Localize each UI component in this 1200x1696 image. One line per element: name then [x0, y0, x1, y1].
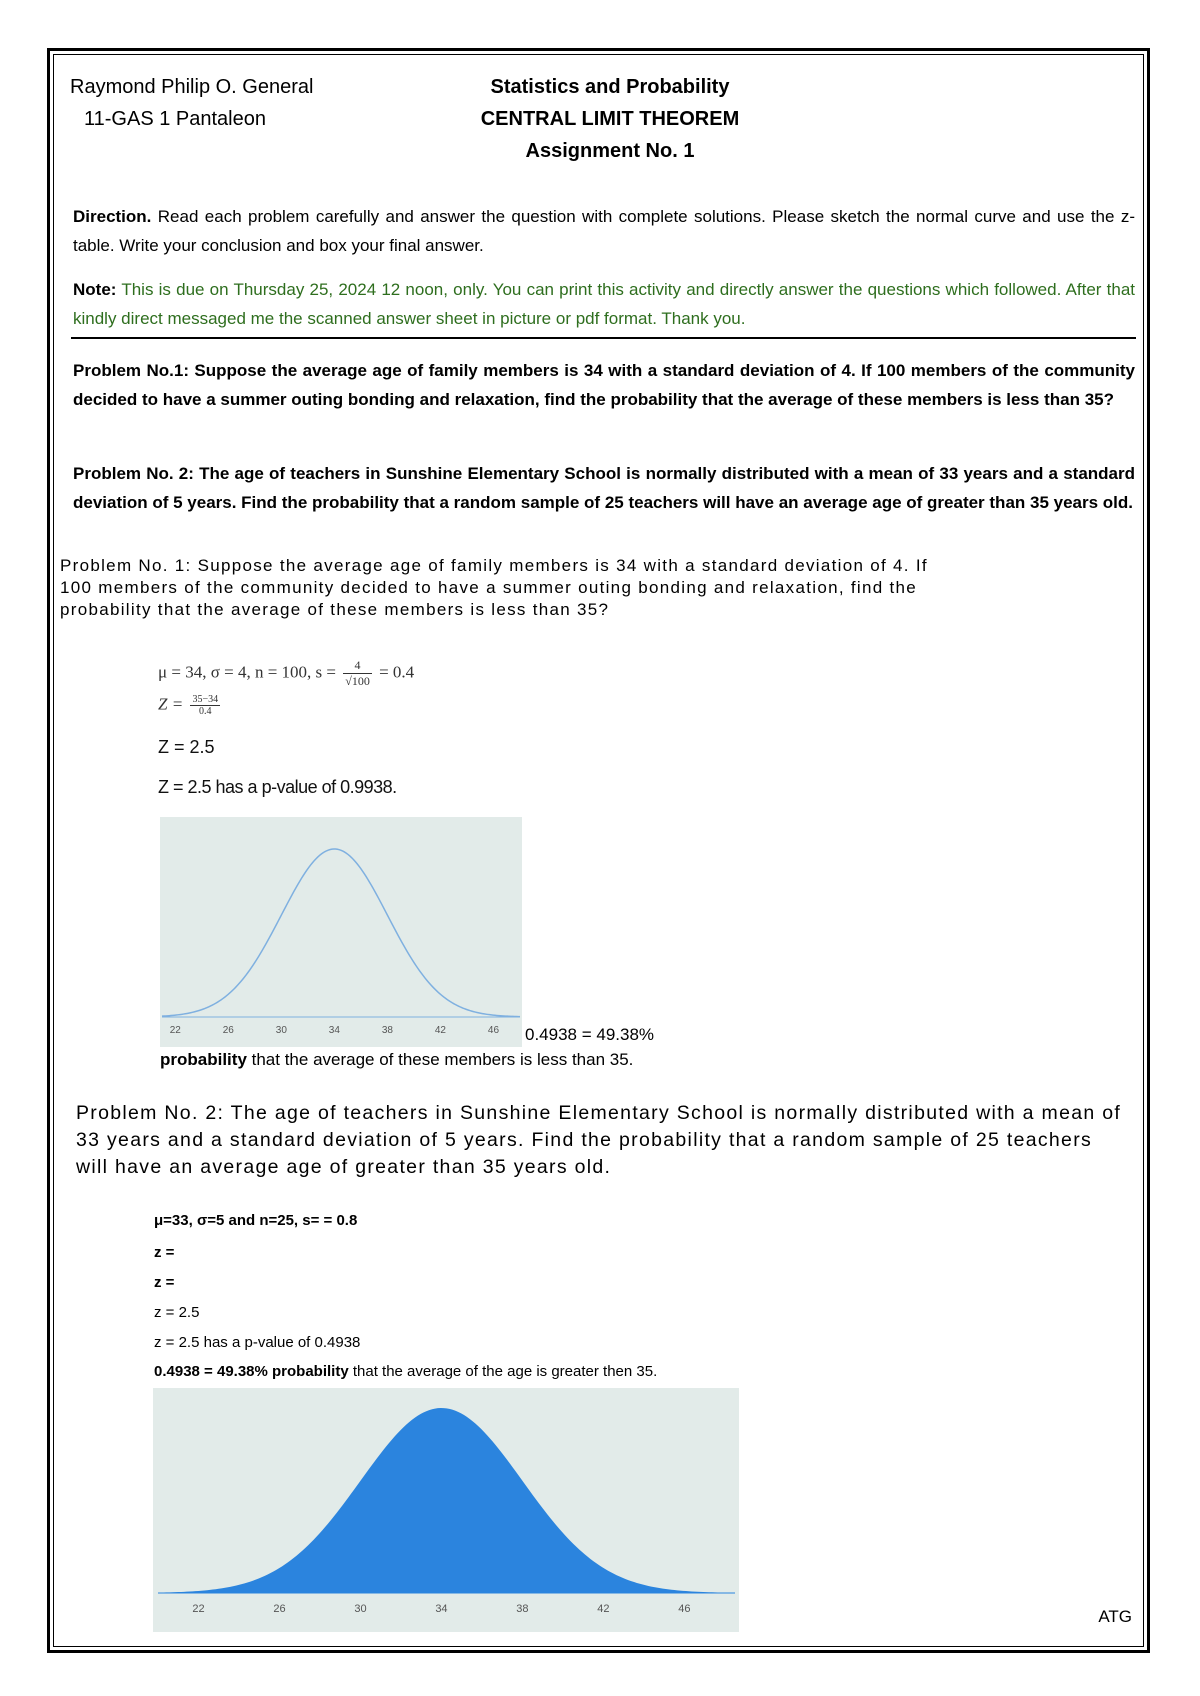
normal-curve-chart-1-svg — [160, 817, 522, 1047]
z-fraction-numerator: 35−34 — [192, 694, 219, 705]
normal-curve-series — [162, 849, 520, 1017]
answer-2-conclusion-text: that the average of the age is greater then 35. — [348, 1363, 658, 1380]
answer-1-result: 0.4938 = 49.38% — [525, 1025, 655, 1044]
x-tick-label: 22 — [169, 1025, 181, 1036]
answer-1-conclusion-bold: probability — [160, 1050, 247, 1069]
normal-curve-chart-2 — [153, 1388, 739, 1632]
x-tick-label: 30 — [354, 1603, 367, 1615]
problem-1-statement: Problem No.1: Suppose the average age of family members is 34 with a standard deviation of 4. If 100 members of the community decided to have a summer outing bonding and relaxation, find the probability that the average of these members is less than 35? — [73, 361, 1135, 409]
z-lhs: Z = — [158, 694, 184, 714]
note-paragraph — [73, 275, 1135, 333]
z-fraction — [190, 694, 220, 717]
answer-2-restated: Problem No. 2: The age of teachers in Sunshine Elementary School is normally distributed with a mean of 33 years and a standard deviation of 5 years. Find the probability that a random sample of 25 teachers will have an average age of greater than 35 years old. — [76, 1102, 1122, 1178]
direction-paragraph — [73, 202, 1135, 260]
x-tick-label: 46 — [678, 1603, 691, 1615]
answer-2-conclusion-bold: 0.4938 = 49.38% probability — [154, 1363, 349, 1380]
x-tick-label: 46 — [487, 1025, 500, 1036]
answer-2-z-line-1: z = — [154, 1244, 175, 1261]
answer-1-given — [158, 658, 414, 689]
student-name: Raymond Philip O. General — [70, 76, 314, 98]
given-lhs: μ = 34, σ = 4, n = 100, s = — [158, 662, 336, 682]
problem-2-statement: Problem No. 2: The age of teachers in Sunshine Elementary School is normally distributed with a mean of 33 years and a standard deviation of 5 years. Find the probability that a random sample of 25 teachers will have an average age of greater than 35 years old. — [73, 464, 1135, 512]
answer-2-z-line-2: z = — [154, 1274, 175, 1291]
answer-1-restated: Problem No. 1: Suppose the average age of family members is 34 with a standard deviation of 4. If 100 members of the community decided to have a summer outing bonding and relaxation, find the probability that the average of these members is less than 35? — [60, 556, 928, 619]
answer-1-conclusion-text: that the average of these members is less than 35. — [246, 1050, 634, 1069]
subject-title: Statistics and Probability — [490, 76, 730, 98]
divider — [71, 337, 1136, 339]
answer-1-conclusion — [160, 1050, 633, 1070]
answer-1-z-value: Z = 2.5 — [158, 737, 215, 757]
answer-2-given: μ=33, σ=5 and n=25, s= = 0.8 — [154, 1212, 358, 1229]
x-tick-label: 22 — [192, 1603, 205, 1615]
answer-2-p-value: z = 2.5 has a p-value of 0.4938 — [154, 1334, 361, 1351]
answer-2-z-value: z = 2.5 — [154, 1304, 200, 1321]
given-fraction-denominator: √100 — [345, 674, 370, 688]
x-tick-label: 34 — [328, 1025, 340, 1036]
x-tick-label: 26 — [273, 1603, 286, 1615]
student-section: 11-GAS 1 Pantaleon — [84, 108, 266, 130]
direction-label: Direction. — [73, 207, 152, 226]
x-tick-label: 42 — [434, 1025, 447, 1036]
given-fraction-numerator: 4 — [343, 658, 372, 674]
note-text: This is due on Thursday 25, 2024 12 noon, only. You can print this activity and directly answer the questions which followed. After that kindly direct messaged me the scanned answer sheet in picture or pdf format. Thank you. — [73, 280, 1136, 328]
topic-title: CENTRAL LIMIT THEOREM — [480, 108, 740, 130]
normal-curve-chart-2-svg — [153, 1388, 739, 1632]
x-tick-label: 34 — [435, 1603, 448, 1615]
normal-curve-series — [158, 1408, 735, 1593]
x-tick-label: 38 — [381, 1025, 393, 1036]
x-tick-label: 26 — [222, 1025, 234, 1036]
x-tick-label: 42 — [597, 1603, 610, 1615]
answer-2-conclusion — [154, 1363, 657, 1380]
direction-text: Read each problem carefully and answer the question with complete solutions. Please sketch the normal curve and use the z-table. Write your conclusion and box your final answer. — [73, 207, 1135, 255]
answer-1-p-value: Z = 2.5 has a p-value of 0.9938. — [158, 777, 397, 797]
given-rhs: = 0.4 — [379, 662, 415, 682]
given-fraction — [343, 658, 372, 689]
assignment-title: Assignment No. 1 — [525, 140, 695, 162]
z-fraction-denominator: 0.4 — [199, 706, 212, 717]
footer-code: ATG — [1098, 1607, 1132, 1626]
answer-1-z-formula — [158, 694, 220, 717]
x-tick-label: 30 — [275, 1025, 287, 1036]
x-tick-label: 38 — [516, 1603, 529, 1615]
normal-curve-chart-1 — [160, 817, 522, 1047]
note-label: Note: — [73, 280, 117, 299]
